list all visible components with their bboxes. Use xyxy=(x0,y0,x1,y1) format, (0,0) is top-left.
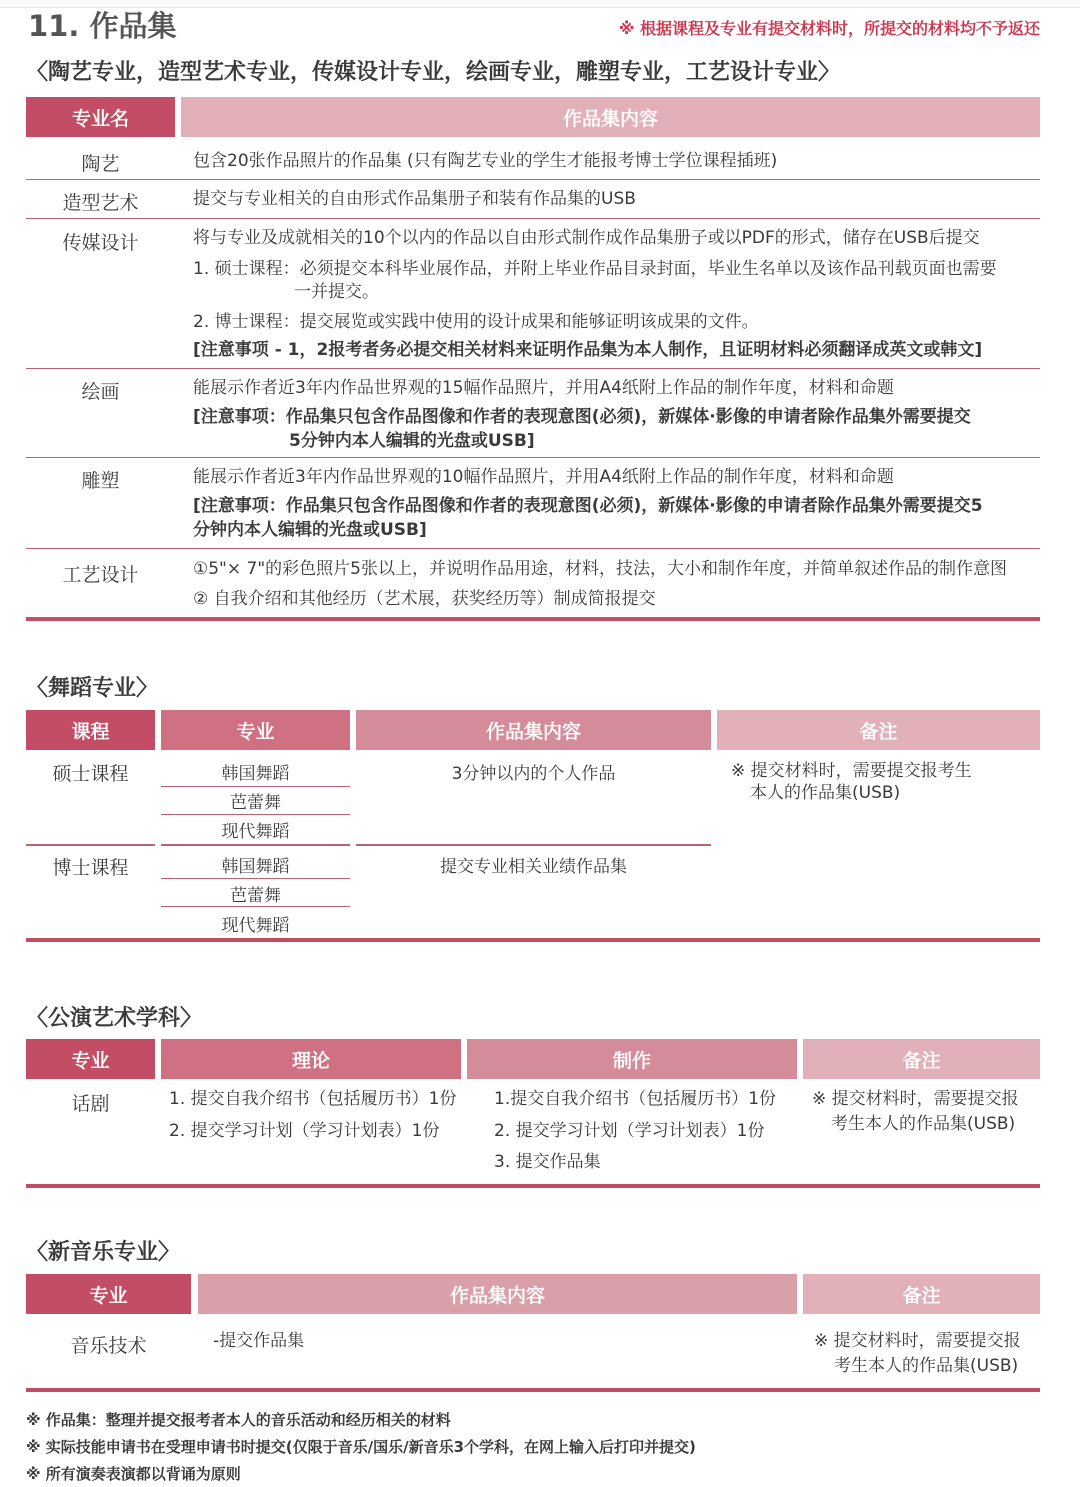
table-bottom-border xyxy=(26,1388,1040,1392)
table-bottom-border xyxy=(26,617,1040,621)
row-divider xyxy=(26,457,1040,458)
row-divider xyxy=(161,906,350,907)
s2-master-content: 3分钟以内的个人作品 xyxy=(451,764,616,784)
s3-header-production: 制作 xyxy=(467,1039,797,1079)
row-divider xyxy=(26,548,1040,549)
s2-master-course: 硕士课程 xyxy=(52,763,129,785)
s2-master-major-modern: 现代舞蹈 xyxy=(221,822,290,842)
s3-production-1: 1.提交自我介绍书（包括履历书）1份 xyxy=(494,1089,777,1109)
row-divider xyxy=(26,844,155,846)
s3-header-note: 备注 xyxy=(803,1039,1040,1079)
s2-note-2: 本人的作品集(USB) xyxy=(750,783,901,803)
s4-note-1: ※ 提交材料时，需要提交报 xyxy=(814,1331,1021,1351)
row-divider xyxy=(26,368,1040,369)
s4-note-2: 考生本人的作品集(USB) xyxy=(834,1356,1019,1376)
s3-theory-2: 2. 提交学习计划（学习计划表）1份 xyxy=(169,1121,440,1141)
footnote-3: ※ 所有演奏表演都以背诵为原则 xyxy=(26,1465,241,1483)
row-divider xyxy=(161,878,350,879)
section1-heading: 〈陶艺专业，造型艺术专业，传媒设计专业，绘画专业，雕塑专业，工艺设计专业〉 xyxy=(26,60,841,85)
s1-major-craft: 工艺设计 xyxy=(62,564,139,586)
s1-content-painting-1: 能展示作者近3年内作品世界观的15幅作品照片，并用A4纸附上作品的制作年度，材料和命题 xyxy=(193,378,894,398)
s2-master-major-korean: 韩国舞蹈 xyxy=(221,764,290,784)
s1-content-painting-note: [注意事项：作品集只包含作品图像和作者的表现意图(必须)，新媒体·影像的申请者除作品集外需要提交 xyxy=(193,407,971,427)
footnote-2: ※ 实际技能申请书在受理申请书时提交(仅限于音乐/国乐/新音乐3个学科，在网上输入后打印并提交) xyxy=(26,1438,696,1456)
return-notice: ※ 根据课程及专业有提交材料时，所提交的材料均不予返还 xyxy=(618,19,1040,38)
s4-header-note: 备注 xyxy=(803,1274,1040,1314)
row-divider xyxy=(161,844,350,846)
s3-header-theory: 理论 xyxy=(161,1039,461,1079)
row-divider xyxy=(26,218,1040,219)
s2-master-major-ballet: 芭蕾舞 xyxy=(230,793,281,813)
s2-doctor-major-ballet: 芭蕾舞 xyxy=(230,886,281,906)
s1-content-sculpture-note-2: 分钟内本人编辑的光盘或USB] xyxy=(193,520,427,540)
s4-content: -提交作品集 xyxy=(213,1331,305,1351)
s1-major-sculpture: 雕塑 xyxy=(81,470,120,492)
s4-header-major: 专业 xyxy=(26,1274,191,1314)
s1-content-media-note: [注意事项 - 1，2报考者务必提交相关材料来证明作品集为本人制作，且证明材料必须翻译成英文或韩文] xyxy=(193,340,983,360)
s1-header-content: 作品集内容 xyxy=(181,97,1040,137)
s3-production-2: 2. 提交学习计划（学习计划表）1份 xyxy=(494,1121,765,1141)
s1-major-media: 传媒设计 xyxy=(62,232,139,254)
s1-content-painting-note-2: 5分钟内本人编辑的光盘或USB] xyxy=(289,431,535,451)
s3-header-major: 专业 xyxy=(26,1039,155,1079)
table-bottom-border xyxy=(26,938,1040,942)
s3-production-3: 3. 提交作品集 xyxy=(494,1152,601,1172)
section4-heading: 〈新音乐专业〉 xyxy=(26,1240,181,1265)
s1-content-formative: 提交与专业相关的自由形式作品集册子和装有作品集的USB xyxy=(193,189,636,209)
s2-header-note: 备注 xyxy=(717,710,1040,750)
s1-content-craft-1: ①5"× 7"的彩色照片5张以上，并说明作品用途，材料，技法，大小和制作年度，并简单叙述作品的制作意图 xyxy=(193,559,1007,579)
row-divider xyxy=(161,814,350,815)
s1-content-craft-2: ② 自我介绍和其他经历（艺术展，获奖经历等）制成简报提交 xyxy=(193,589,656,609)
row-divider xyxy=(161,786,350,787)
s1-content-media-3: 一并提交。 xyxy=(294,282,379,302)
s1-content-media-4: 2. 博士课程：提交展览或实践中使用的设计成果和能够证明该成果的文件。 xyxy=(193,312,759,332)
s2-doctor-content: 提交专业相关业绩作品集 xyxy=(440,857,627,877)
table-bottom-border xyxy=(26,1184,1040,1188)
s3-major-drama: 话剧 xyxy=(71,1093,110,1115)
s1-content-sculpture-note: [注意事项：作品集只包含作品图像和作者的表现意图(必须)，新媒体·影像的申请者除作品集外需要提交5 xyxy=(193,496,983,516)
page-title: 11. 作品集 xyxy=(28,9,177,43)
s1-content-media-2: 1. 硕士课程：必须提交本科毕业展作品，并附上毕业作品目录封面，毕业生名单以及该作品刊载页面也需要 xyxy=(193,259,997,279)
s3-note-2: 考生本人的作品集(USB) xyxy=(831,1114,1016,1134)
s1-major-formative: 造型艺术 xyxy=(62,192,139,214)
row-divider xyxy=(356,844,711,846)
s2-header-major: 专业 xyxy=(161,710,350,750)
s2-doctor-course: 博士课程 xyxy=(52,857,129,879)
s1-content-sculpture-1: 能展示作者近3年内作品世界观的10幅作品照片，并用A4纸附上作品的制作年度，材料和命题 xyxy=(193,467,894,487)
s2-header-content: 作品集内容 xyxy=(356,710,711,750)
s1-major-painting: 绘画 xyxy=(81,381,120,403)
s2-header-course: 课程 xyxy=(26,710,155,750)
row-divider xyxy=(26,179,1040,180)
s1-header-major: 专业名 xyxy=(26,97,175,137)
s2-doctor-major-modern: 现代舞蹈 xyxy=(221,916,290,936)
s1-content-media-1: 将与专业及成就相关的10个以内的作品以自由形式制作成作品集册子或以PDF的形式，储存在USB后提交 xyxy=(193,228,980,248)
s1-major-ceramics: 陶艺 xyxy=(81,153,120,175)
section3-heading: 〈公演艺术学科〉 xyxy=(26,1006,203,1031)
section2-heading: 〈舞蹈专业〉 xyxy=(26,676,159,701)
s4-header-content: 作品集内容 xyxy=(198,1274,797,1314)
footnote-1: ※ 作品集：整理并提交报考者本人的音乐活动和经历相关的材料 xyxy=(26,1411,451,1429)
s2-note-1: ※ 提交材料时，需要提交报考生 xyxy=(731,761,972,781)
s3-theory-1: 1. 提交自我介绍书（包括履历书）1份 xyxy=(169,1089,457,1109)
s2-doctor-major-korean: 韩国舞蹈 xyxy=(221,857,290,877)
s4-major-music-tech: 音乐技术 xyxy=(70,1335,147,1357)
s1-content-ceramics: 包含20张作品照片的作品集 (只有陶艺专业的学生才能报考博士学位课程插班) xyxy=(193,151,778,171)
s3-note-1: ※ 提交材料时，需要提交报 xyxy=(812,1089,1019,1109)
